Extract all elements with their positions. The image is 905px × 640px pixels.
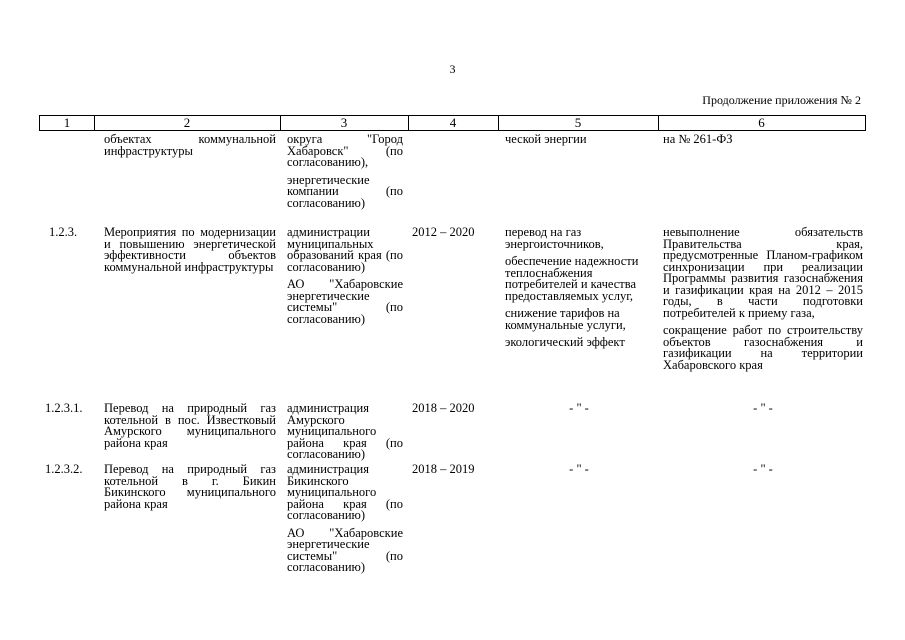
row-1-executor-2: АО "Хабаровские энергетические системы" (по согласованию) (287, 277, 403, 326)
row-1-result-2: обеспечение надежности теплоснабжения потребителей и качества предоставляемых услуг, (505, 254, 639, 303)
row-1-period: 2012 – 2020 (412, 225, 475, 239)
header-col-5: 5 (574, 115, 582, 130)
row-3-executors (287, 464, 403, 574)
carry-over-col2: объектах коммунальной инфраструктуры (104, 132, 276, 158)
continuation-label: Продолжение приложения № 2 (702, 93, 861, 107)
header-col-6: 6 (758, 115, 765, 130)
carry-over-col3 (287, 134, 403, 209)
page-number: 3 (449, 62, 456, 76)
row-3-num: 1.2.3.2. (45, 462, 83, 476)
row-3-executor-1: администрация Бикинского муниципального района края (по согласованию) (287, 462, 403, 522)
row-2-executor-1: администрация Амурского муниципального района края (по согласованию) (287, 401, 403, 461)
carry-over-col3-p2: энергетические компании (по согласованию) (287, 172, 403, 210)
row-2-executors (287, 403, 403, 461)
row-3-period: 2018 – 2019 (412, 462, 475, 476)
row-1-result-4: экологический эффект (505, 335, 625, 349)
row-2-consequences: - " - (753, 401, 773, 415)
table-header-row (39, 115, 866, 131)
header-col-3: 3 (340, 115, 348, 130)
row-3-consequences: - " - (753, 462, 773, 476)
row-3-results: - " - (569, 462, 589, 476)
row-1-results (505, 227, 653, 349)
row-2-period: 2018 – 2020 (412, 401, 475, 415)
row-1-consequence-2: сокращение работ по строительству объектов газоснабжения и газификации на территории Хабаровского края (663, 323, 863, 372)
carry-over-col6: на № 261-ФЗ (663, 132, 733, 146)
row-1-consequence-1: невыполнение обязательств Правительства края, предусмотренные Планом-графиком синхронизации при реализации Программы развития газоснабжения и газификации края на 2012 – 2015 годы, в части подготовки потребителей к приему газа, (663, 225, 863, 320)
header-col-2: 2 (183, 115, 191, 130)
row-1-result-1: перевод на газ энергоисточников, (505, 225, 604, 251)
row-1-executors (287, 227, 403, 325)
row-2-results: - " - (569, 401, 589, 415)
header-col-1: 1 (63, 115, 71, 130)
row-1-num: 1.2.3. (49, 225, 78, 239)
row-1-executor-1: администрации муниципальных образований края (по согласованию) (287, 225, 403, 274)
carry-over-col5: ческой энергии (505, 132, 587, 146)
row-1-name: Мероприятия по модернизации и повышению энергетической эффективности объектов коммунальной инфраструктуры (104, 225, 276, 274)
row-3-executor-2: АО "Хабаровские энергетические системы" (по согласованию) (287, 525, 403, 574)
row-1-result-3: снижение тарифов на коммунальные услуги, (505, 306, 626, 332)
row-3-name: Перевод на природный газ котельной в г. Бикин Бикинского муниципального района края (104, 462, 276, 511)
row-2-name: Перевод на природный газ котельной в пос. Известковый Амурского муниципального района края (104, 401, 276, 450)
row-2-num: 1.2.3.1. (45, 401, 83, 415)
row-1-consequences (663, 227, 863, 371)
header-col-4: 4 (449, 115, 457, 130)
carry-over-col3-p1: округа "Город Хабаровск" (по согласованию), (287, 132, 403, 169)
